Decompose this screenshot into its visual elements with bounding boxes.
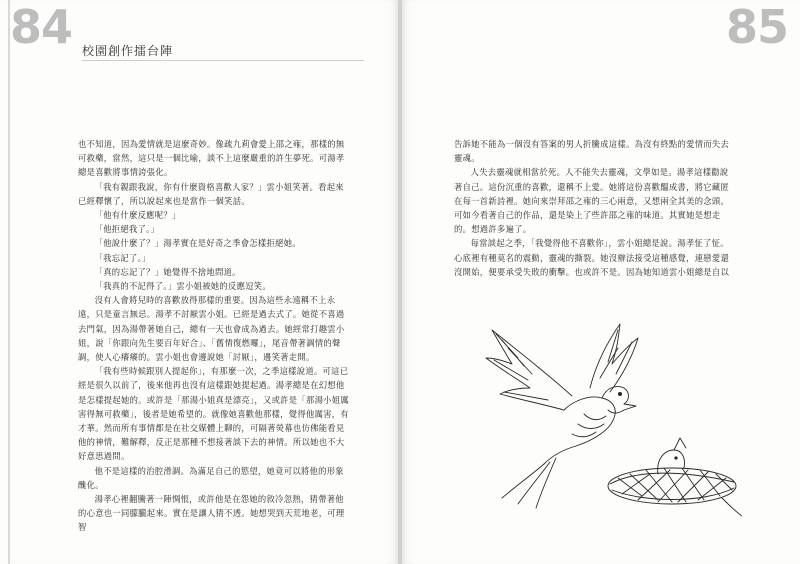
- left-page: [0, 0, 398, 564]
- paragraph: 「真的忘記了？」她覺得不捨地問道。: [94, 266, 241, 277]
- paragraph: 人失去靈魂就相當於死。人不能失去靈魂，文學如是。湯孝這樣勸說著自己。這份沉重的喜歡，還稱不上愛。她將這份喜歡醞成書，將它藏匿在每一首新詩裡。她向來崇拜邵之雍的三心兩意，又想兩全其美的念頭。可如今看著自己的作品，還是染上了些許邵之雍的味道。其實她是想走的。想過許多遍了。: [454, 167, 730, 235]
- paragraph: 他不是這樣的治腔滑調。為滿足自己的慾望，她竟可以將他的形象醜化。: [78, 465, 344, 490]
- paragraph: 湯孝心裡翻騰著一陣惆悵，或許他是在怨她的敘冷忽熱，猜帶著他的心意也一同朦朧起來。實在是讓人猜不透。她想哭到天荒地老，可理智: [78, 494, 345, 533]
- paragraph: 每當談起之季，「我覺得他不喜歡你」，雲小姐總是說。湯孝怔了怔。心底裡有種莫名的震動，靈魂的撕裂。她沒辦法接受這種感覺，連戀愛還沒開始，便要承受失敗的衝擊。也或許不是。因為她知道雲小姐總是自以: [454, 238, 730, 277]
- page-number: 84: [10, 0, 73, 54]
- paragraph: 「他拒絕我了。」: [94, 224, 160, 235]
- right-page: [402, 0, 800, 564]
- section-title: 校園創作擂台陣: [82, 44, 174, 58]
- paragraph: 告訴她不能為一個沒有答案的男人折騰成這樣。為沒有終點的愛情而失去靈魂。: [454, 139, 730, 164]
- paragraph: 沒有人會將兒時的喜歡放得那樣的重要。因為這些永遠稱不上永遠，只是童言無忌。湯孝不討厭雲小姐。已經是過去式了。她從不喜過去門氣，因為湯帶著她自己，總有一天也會成為過去。她經常打趣雲小姐，說「你跟向先生要百年好合」、「舊情復燃囉」，尾音帶著調情的聲調，使人心癢癢的。雲小姐也會邊說她「討厭」，邊笑著走開。: [78, 295, 345, 363]
- paragraph: 也不知道，因為愛情就是這麼奇妙。像疏九莉會愛上邵之雍，那樣的無可救藥，當然，這只是一個比喻，談不上這麼嚴重的許生夢死。可湯孝總是喜歡將事情誇張化。: [78, 139, 345, 178]
- bird-and-nest-illustration: [472, 318, 742, 518]
- paragraph: 「他說什麼了？」湯孝實在是好奇之季會怎樣拒絕她。: [94, 238, 301, 249]
- paragraph: 「我忘記了。」: [94, 252, 151, 263]
- paragraph: 「他有什麼反應呢？」: [94, 210, 181, 221]
- page-number: 85: [725, 0, 788, 54]
- page-edge: [8, 0, 10, 564]
- left-body-text: [78, 137, 352, 535]
- right-body-text: [454, 137, 730, 279]
- header-rule: [82, 60, 364, 61]
- paragraph: 「我真的不記得了。」雲小姐被她的反應逗笑。: [94, 281, 271, 292]
- paragraph: 「我有些時候跟別人提起你」，有那麼一次，之季這樣說道。可這已經是很久以前了，後來他再也沒有這樣跟她提起過。湯孝總是在幻想他是怎樣提起她的。或許是「那湯小姐真是漂亮」，又或許是「那湯小姐厲害得無可救藥」，後者是她希望的。就像她喜歡他那樣，覺得他厲害，有才華。然而所有事情都是在社交媒體上聊的，可隔著熒幕也仿佛能看見他的神情，難解釋，反正是那種不想接著談下去的神情。所以她也不大好意思過問。: [78, 366, 349, 462]
- paragraph: 「我有親跟我說，你有什麼資格喜歡人家？」雲小姐笑著。看起來已經釋懷了，所以說起來也是當作一個笑話。: [78, 181, 344, 206]
